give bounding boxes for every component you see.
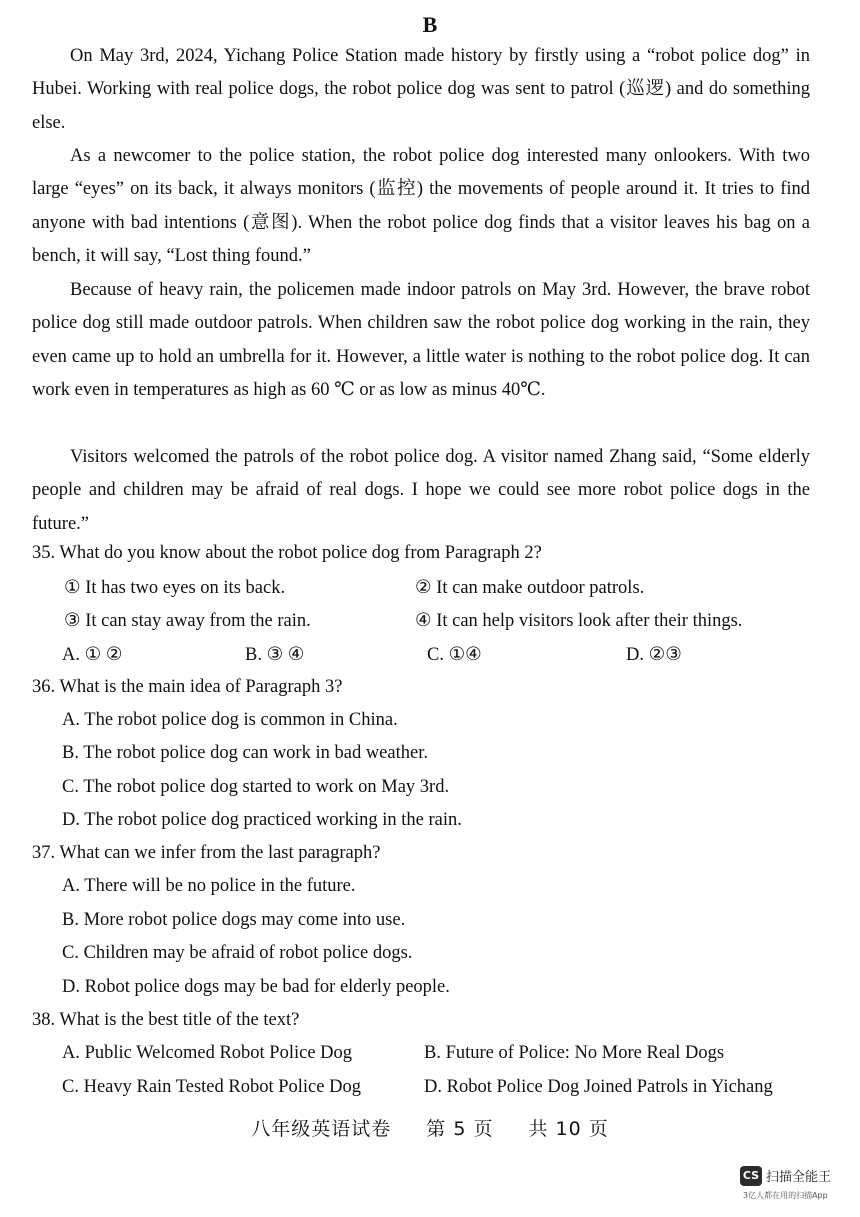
q35-option-d: D. ②③ — [626, 645, 682, 665]
question-37-stem: 37. What can we infer from the last paragraph? — [32, 843, 381, 863]
question-38-stem: 38. What is the best title of the text? — [32, 1010, 300, 1030]
page-footer — [0, 1114, 860, 1141]
q37-option-c: C. Children may be afraid of robot police dogs. — [62, 943, 413, 963]
page-total: 共 10 页 — [528, 1118, 609, 1140]
q38-option-b: B. Future of Police: No More Real Dogs — [424, 1043, 725, 1063]
paragraph-3-text: Because of heavy rain, the policemen made indoor patrols on May 3rd. However, the brave robot police dog still made outdoor patrols. When children saw the robot police dog working in the rain, they even came up to hold an umbrella for it. However, a little water is nothing to the robot police dog. It can work even in temperatures as high as 60 ℃ or as low as minus 40℃. — [32, 280, 810, 401]
q36-option-b: B. The robot police dog can work in bad weather. — [62, 743, 428, 763]
q38-option-d: D. Robot Police Dog Joined Patrols in Yichang — [424, 1077, 773, 1097]
paragraph-1-text: On May 3rd, 2024, Yichang Police Station made history by firstly using a “robot police dog” in Hubei. Working with real police dogs, the robot police dog was sent to patrol (巡逻) and do something else. — [32, 46, 810, 133]
q35-option-a: A. ① ② — [62, 645, 123, 665]
q36-option-d: D. The robot police dog practiced working in the rain. — [62, 810, 462, 830]
paragraph-2-text: As a newcomer to the police station, the robot police dog interested many onlookers. With two large “eyes” on its back, it always monitors (监控) the movements of people around it. It tries to find anyone with bad intentions (意图). When the robot police dog finds that a visitor leaves his bag on a bench, it will say, “Lost thing found.” — [32, 146, 810, 267]
passage-paragraph-3 — [32, 274, 810, 408]
paragraph-4-text: Visitors welcomed the patrols of the robot police dog. A visitor named Zhang said, “Some elderly people and children may be afraid of real dogs. I hope we could see more robot police dogs in the future.” — [32, 447, 810, 534]
passage-paragraph-2 — [32, 140, 810, 274]
q38-option-a: A. Public Welcomed Robot Police Dog — [62, 1043, 353, 1063]
q35-statement-3: ③ It can stay away from the rain. — [64, 611, 311, 631]
q37-option-a: A. There will be no police in the future. — [62, 876, 356, 896]
passage-paragraph-1 — [32, 40, 810, 140]
q36-option-a: A. The robot police dog is common in China. — [62, 710, 398, 730]
q35-option-b: B. ③ ④ — [245, 645, 305, 665]
question-36-stem: 36. What is the main idea of Paragraph 3? — [32, 677, 343, 697]
question-35-stem: 35. What do you know about the robot police dog from Paragraph 2? — [32, 543, 542, 563]
q37-option-d: D. Robot police dogs may be bad for elderly people. — [62, 977, 450, 997]
q35-statement-4: ④ It can help visitors look after their things. — [415, 611, 743, 631]
section-title: B — [422, 12, 438, 37]
camscanner-name: 扫描全能王 — [766, 1170, 832, 1185]
q35-option-c: C. ①④ — [427, 645, 482, 665]
exam-name: 八年级英语试卷 — [251, 1118, 392, 1140]
passage-paragraph-4 — [32, 441, 810, 541]
q35-statement-2: ② It can make outdoor patrols. — [415, 578, 645, 598]
camscanner-tagline: 3亿人都在用的扫描App — [743, 1191, 828, 1200]
page-number: 第 5 页 — [426, 1118, 494, 1140]
q35-statement-1: ① It has two eyes on its back. — [64, 578, 286, 598]
q37-option-b: B. More robot police dogs may come into use. — [62, 910, 406, 930]
q36-option-c: C. The robot police dog started to work on May 3rd. — [62, 777, 450, 797]
q38-option-c: C. Heavy Rain Tested Robot Police Dog — [62, 1077, 361, 1097]
camscanner-logo-icon: CS — [740, 1166, 762, 1186]
